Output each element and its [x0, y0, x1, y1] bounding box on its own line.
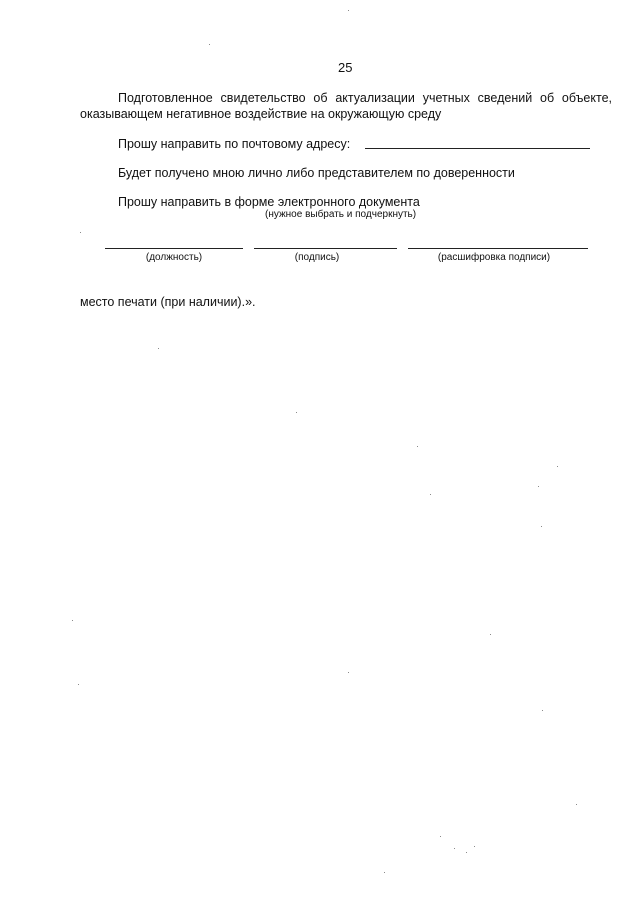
scan-speck	[296, 412, 297, 413]
scan-speck	[209, 44, 210, 45]
page-number: 25	[338, 60, 353, 75]
scan-speck	[541, 526, 542, 527]
position-line	[105, 248, 243, 249]
scan-speck	[576, 804, 577, 805]
scan-speck	[538, 486, 539, 487]
personal-receipt-text: Будет получено мною лично либо представителем по доверенности	[118, 166, 515, 180]
seal-place-text: место печати (при наличии).».	[80, 295, 256, 309]
signature-decoding-line	[408, 248, 588, 249]
signature-line	[254, 248, 397, 249]
scan-speck	[384, 872, 385, 873]
scan-speck	[417, 446, 418, 447]
scan-speck	[158, 348, 159, 349]
scan-speck	[466, 852, 467, 853]
scan-speck	[490, 634, 491, 635]
position-label: (должность)	[145, 252, 203, 263]
address-blank-line	[365, 148, 590, 149]
certificate-text-line-1: Подготовленное свидетельство об актуализации учетных сведений об объекте,	[118, 91, 612, 105]
certificate-text-line-2: оказывающем негативное воздействие на окружающую среду	[80, 107, 442, 121]
scan-speck	[80, 232, 81, 233]
scan-speck	[557, 466, 558, 467]
signature-decoding-label: (расшифровка подписи)	[437, 252, 551, 263]
scan-speck	[440, 836, 441, 837]
signature-label: (подпись)	[294, 252, 340, 263]
mail-request-text: Прошу направить по почтовому адресу:	[118, 137, 351, 151]
scan-speck	[348, 10, 349, 11]
scan-speck	[72, 620, 73, 621]
scan-speck	[78, 684, 79, 685]
scan-speck	[542, 710, 543, 711]
scan-speck	[430, 494, 431, 495]
scan-speck	[348, 672, 349, 673]
electronic-request-text: Прошу направить в форме электронного документа	[118, 195, 420, 209]
scan-speck	[474, 846, 475, 847]
choose-hint-text: (нужное выбрать и подчеркнуть)	[265, 209, 417, 220]
scan-speck	[454, 848, 455, 849]
